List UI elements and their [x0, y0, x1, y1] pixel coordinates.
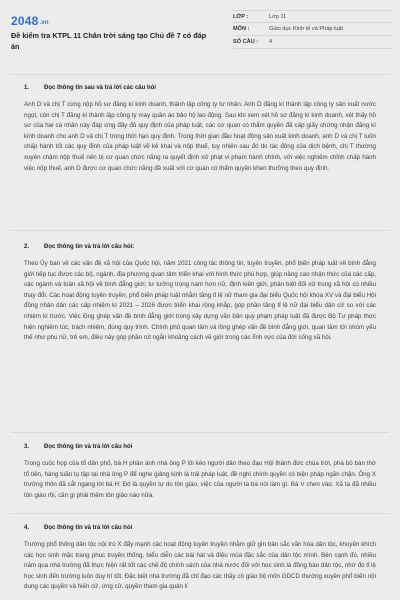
- question-4-body: Trường phổ thông dân tộc nội trú X đẩy mạnh các hoạt động tuyên truyền nhằm giữ gìn bản sắc văn hóa dân tộc, khuyến khích các học sinh mặc trang phục truyền thống, biểu diễn các bài hát và điệu múa đặc sắc của dân tộc mình. Bên cạnh đó, nhiều năm qua nhà trường đã thực hiện rất tốt các chế độ chính sách của nhà nước đối với học sinh là đồng bào dân tộc, nhờ đó tỉ lệ học sinh đến trường luôn duy trì tốt. Đặc biệt nhà trường đã chỉ đạo các thầy cô giáo bộ môn GDCD thường xuyên phổ biến nội dung các quyền và hiến cử, ứng cử, quyền tham gia quản lí: [24, 541, 376, 591]
- question-3-number: 3.: [24, 444, 30, 450]
- question-4-heading: [24, 525, 376, 531]
- document-header: [11, 10, 390, 64]
- meta-key-count: SỐ CÂU :: [233, 39, 259, 45]
- logo-text: 2048: [11, 14, 39, 28]
- meta-row-grade: [233, 10, 393, 23]
- document-title: Đề kiểm tra KTPL 11 Chân trời sáng tạo Chủ đề 7 có đáp án: [11, 31, 207, 51]
- logo-tld: .vn: [39, 20, 49, 26]
- question-3: [10, 432, 390, 501]
- question-3-title: Đọc thông tin và trả lời câu hỏi: [44, 444, 133, 450]
- question-1-title: Đọc thông tin sau và trả lời các câu hỏi: [44, 85, 156, 91]
- question-1-body: Anh D và chị T cùng nộp hồ sơ đăng kí kinh doanh, thành lập công ty tư nhân. Anh D đăng kí thành lập công ty sản xuất nước ngọt, còn chị T đăng kí thành lập công ty may quần áo bảo hộ lao động. Sau khi xem xét hồ sơ đăng kí kinh doanh, xét thấy hồ sơ của hai cá nhân này đáp ứng đầy đủ quy định của pháp luật, các cơ quan có thẩm quyền đã cấp giấy chứng nhận đăng kí kinh doanh cho anh D và chị T trong thời hạn quy định. Trong thời gian đầu hoạt động sản xuất kinh doanh, anh D và chị T luôn chấp hành tốt các quy định của pháp luật về kê khai và nộp thuế, tuy nhiên sau đó do tác động của dịch bệnh, chị T thường xuyên chậm nộp thuế nên bị cơ quan chức năng ra quyết định xử phạt vi phạm hành chính, với việc nghiêm chỉnh chấp hành việc nộp thuế, anh D được cơ quan chức năng đề xuất với cơ quan có thẩm quyền khen thưởng theo quy định.: [24, 101, 376, 172]
- meta-value-grade: Lớp 11: [269, 13, 287, 20]
- question-4: [10, 513, 390, 593]
- question-4-number: 4.: [24, 525, 30, 531]
- question-2-body: Theo Ủy ban về các vấn đề xã hội của Quốc hội, năm 2021 công tác thông tin, tuyên truyền, phổ biến pháp luật về bình đẳng giới tiếp tục được các bộ, ngành, địa phương quan tâm triển khai với hình thức phù hợp, giúp nâng cao nhận thức của các cấp, các ngành và toàn xã hội về bình đẳng giới; tư tưởng trọng nam hơn nữ, định kiến giới, phân biệt đối xử trong xã hội có nhiều thay đổi. Các hoạt động tuyên truyền, phổ biến pháp luật nhằm tăng tỉ lệ nữ tham gia đại biểu Quốc hội khóa XV và đại biểu Hội đồng nhân dân các cấp nhiệm kì 2021 – 2026 được triển khai rộng khắp, góp phần tăng tỉ lệ nữ đại biểu dân cử so với các nhiệm kì trước. Việc lồng ghép vấn đề bình đẳng giới trong xây dựng văn bản quy phạm pháp luật đã được Bộ Tư pháp thực hiện nghiêm túc, trách nhiệm, đúng quy trình. Chính phủ quan tâm và lồng ghép vấn đề bình đẳng giới, quan tâm tới nhóm yếu thế như phụ nữ, trẻ em, điều này góp phần rút ngắn khoảng cách về giới trong các lĩnh vực của đời sống xã hội.: [24, 260, 376, 342]
- question-3-heading: [24, 444, 376, 450]
- question-1: [10, 74, 390, 174]
- site-logo[interactable]: [11, 14, 49, 28]
- question-1-number: 1.: [24, 85, 30, 91]
- meta-row-subject: [233, 23, 393, 36]
- meta-value-subject: Giáo dục Kinh tế và Pháp luật: [269, 26, 344, 32]
- question-3-body: Trong cuộc họp của tổ dân phố, bà H phản ánh nhà ông P lôi kéo người dân theo đạo Hội thánh đức chúa trời, phá bỏ bàn thờ tổ tiên, hàng tuần tụ tập tại nhà ông P để nghe giảng kinh là trái pháp luật, đề nghị chính quyền có biện pháp ngăn chặn. Ông X trưởng thôn đã cắt ngang lời bà H: Đó là quyền tự do tôn giáo, việc của người ta bà nói làm gì. Bà V chen vào: Xã ta đã nhiều tôn giáo rồi, cần gì phải thêm tôn giáo nào nữa.: [24, 460, 376, 499]
- meta-key-subject: MÔN :: [233, 26, 250, 32]
- meta-row-count: [233, 36, 393, 49]
- meta-key-grade: LỚP :: [233, 13, 249, 20]
- meta-value-count: 4: [269, 39, 273, 45]
- question-2-title: Đọc thông tin và trả lời câu hỏi:: [44, 244, 135, 250]
- question-1-heading: [24, 85, 376, 91]
- question-2-number: 2.: [24, 244, 30, 250]
- question-2: [10, 230, 390, 344]
- question-4-title: Đọc thông tin và trả lời câu hỏi: [44, 525, 133, 531]
- question-2-heading: [24, 244, 376, 250]
- document-meta-table: [233, 10, 393, 49]
